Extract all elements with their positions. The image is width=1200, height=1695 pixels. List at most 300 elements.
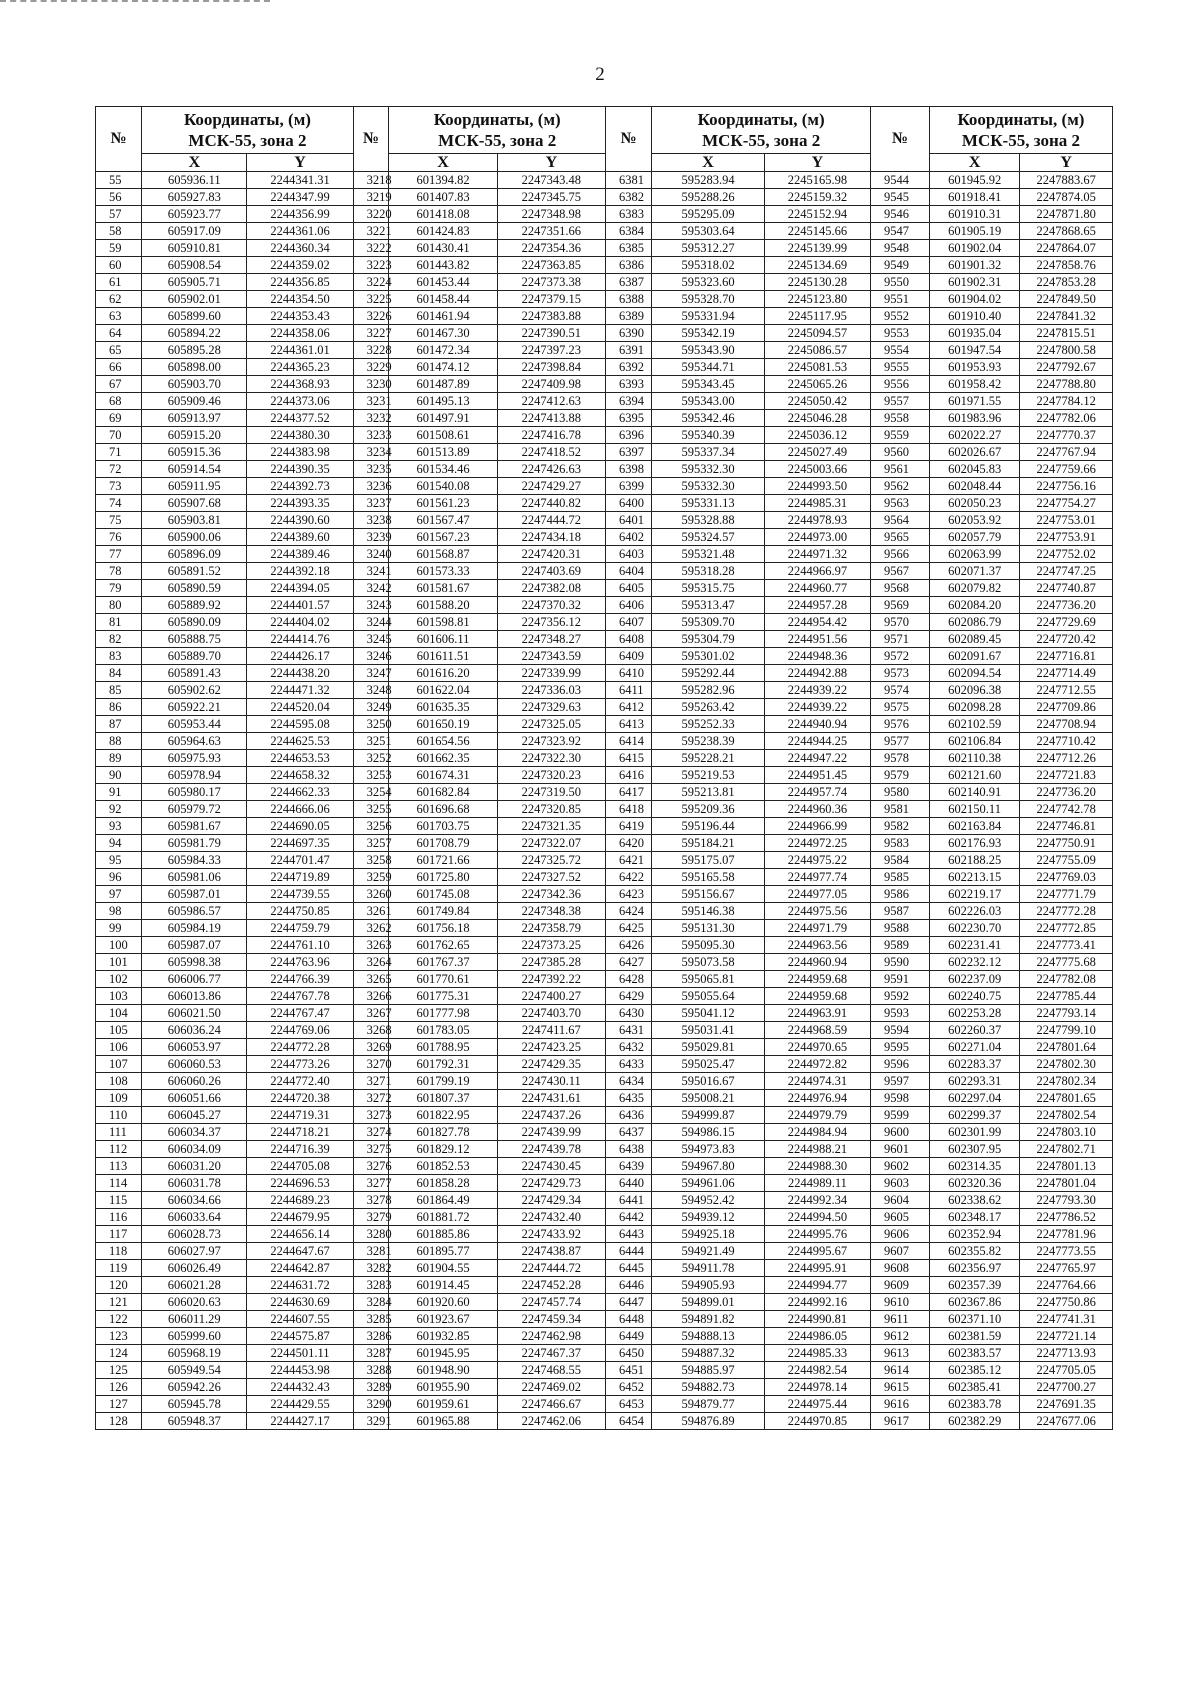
coord-x-cell: 601682.84 — [389, 784, 497, 801]
coord-x-cell: 605913.97 — [142, 410, 247, 427]
coord-y-cell: 2244365.23 — [247, 359, 353, 376]
point-number-cell: 6410 — [606, 665, 652, 682]
column-header-number: № — [606, 107, 652, 172]
table-row — [96, 750, 1113, 767]
coord-x-cell: 601650.19 — [389, 716, 497, 733]
coord-y-cell: 2247754.27 — [1020, 495, 1113, 512]
point-number-cell: 6426 — [606, 937, 652, 954]
group-title-coordinates: Координаты, (м) — [957, 110, 1085, 129]
point-number-cell: 3241 — [353, 563, 389, 580]
coord-x-cell: 595131.30 — [652, 920, 765, 937]
point-number-cell: 6416 — [606, 767, 652, 784]
coord-x-cell: 606053.97 — [142, 1039, 247, 1056]
point-number-cell: 6388 — [606, 291, 652, 308]
coord-y-cell: 2247815.51 — [1020, 325, 1113, 342]
coord-y-cell: 2244438.20 — [247, 665, 353, 682]
coord-x-cell: 605987.07 — [142, 937, 247, 954]
coord-x-cell: 601443.82 — [389, 257, 497, 274]
point-number-cell: 6400 — [606, 495, 652, 512]
coord-x-cell: 602048.44 — [929, 478, 1019, 495]
coord-x-cell: 602371.10 — [929, 1311, 1019, 1328]
coord-x-cell: 595055.64 — [652, 988, 765, 1005]
point-number-cell: 6446 — [606, 1277, 652, 1294]
point-number-cell: 3238 — [353, 512, 389, 529]
coord-y-cell: 2244360.34 — [247, 240, 353, 257]
coord-x-cell: 602314.35 — [929, 1158, 1019, 1175]
coord-y-cell: 2245027.49 — [764, 444, 870, 461]
coord-y-cell: 2244957.74 — [764, 784, 870, 801]
coord-y-cell: 2247772.85 — [1020, 920, 1113, 937]
point-number-cell: 6451 — [606, 1362, 652, 1379]
point-number-cell: 125 — [96, 1362, 142, 1379]
table-row — [96, 172, 1113, 189]
coord-y-cell: 2247802.34 — [1020, 1073, 1113, 1090]
coord-y-cell: 2244975.44 — [764, 1396, 870, 1413]
table-row — [96, 1056, 1113, 1073]
coord-x-cell: 594879.77 — [652, 1396, 765, 1413]
coord-y-cell: 2247802.54 — [1020, 1107, 1113, 1124]
coord-x-cell: 601945.95 — [389, 1345, 497, 1362]
coord-x-cell: 601775.31 — [389, 988, 497, 1005]
point-number-cell: 9554 — [871, 342, 930, 359]
point-number-cell: 9595 — [871, 1039, 930, 1056]
coord-y-cell: 2247736.20 — [1020, 784, 1113, 801]
coord-x-cell: 605942.26 — [142, 1379, 247, 1396]
table-row — [96, 1192, 1113, 1209]
point-number-cell: 3282 — [353, 1260, 389, 1277]
coord-x-cell: 605889.70 — [142, 648, 247, 665]
point-number-cell: 9572 — [871, 648, 930, 665]
point-number-cell: 6417 — [606, 784, 652, 801]
point-number-cell: 65 — [96, 342, 142, 359]
coord-x-cell: 602338.62 — [929, 1192, 1019, 1209]
coord-y-cell: 2247383.88 — [497, 308, 605, 325]
coord-y-cell: 2244976.94 — [764, 1090, 870, 1107]
point-number-cell: 3283 — [353, 1277, 389, 1294]
table-row — [96, 852, 1113, 869]
coord-y-cell: 2244501.11 — [247, 1345, 353, 1362]
point-number-cell: 3265 — [353, 971, 389, 988]
point-number-cell: 3245 — [353, 631, 389, 648]
coord-y-cell: 2244427.17 — [247, 1413, 353, 1430]
point-number-cell: 9604 — [871, 1192, 930, 1209]
point-number-cell: 121 — [96, 1294, 142, 1311]
coord-x-cell: 595288.26 — [652, 189, 765, 206]
coord-x-cell: 601598.81 — [389, 614, 497, 631]
coord-y-cell: 2244662.33 — [247, 784, 353, 801]
coord-x-cell: 595318.02 — [652, 257, 765, 274]
point-number-cell: 6403 — [606, 546, 652, 563]
coord-y-cell: 2244944.25 — [764, 733, 870, 750]
point-number-cell: 9615 — [871, 1379, 930, 1396]
coord-x-cell: 602240.75 — [929, 988, 1019, 1005]
table-row — [96, 563, 1113, 580]
table-row — [96, 529, 1113, 546]
point-number-cell: 9582 — [871, 818, 930, 835]
coord-x-cell: 606006.77 — [142, 971, 247, 988]
coord-x-cell: 605980.17 — [142, 784, 247, 801]
table-row — [96, 1124, 1113, 1141]
coord-y-cell: 2247753.91 — [1020, 529, 1113, 546]
coord-y-cell: 2244390.60 — [247, 512, 353, 529]
coord-y-cell: 2247741.31 — [1020, 1311, 1113, 1328]
coord-x-cell: 605923.77 — [142, 206, 247, 223]
coord-x-cell: 605998.38 — [142, 954, 247, 971]
coord-x-cell: 602382.29 — [929, 1413, 1019, 1430]
point-number-cell: 9576 — [871, 716, 930, 733]
coord-y-cell: 2244942.88 — [764, 665, 870, 682]
column-header-y: Y — [497, 154, 605, 172]
point-number-cell: 9593 — [871, 1005, 930, 1022]
point-number-cell: 91 — [96, 784, 142, 801]
coord-x-cell: 601792.31 — [389, 1056, 497, 1073]
coord-x-cell: 595156.67 — [652, 886, 765, 903]
point-number-cell: 102 — [96, 971, 142, 988]
coord-x-cell: 605981.67 — [142, 818, 247, 835]
point-number-cell: 9612 — [871, 1328, 930, 1345]
coord-y-cell: 2247691.35 — [1020, 1396, 1113, 1413]
coord-y-cell: 2247370.32 — [497, 597, 605, 614]
coord-x-cell: 601561.23 — [389, 495, 497, 512]
point-number-cell: 57 — [96, 206, 142, 223]
point-number-cell: 105 — [96, 1022, 142, 1039]
point-number-cell: 76 — [96, 529, 142, 546]
point-number-cell: 3225 — [353, 291, 389, 308]
coord-y-cell: 2244767.47 — [247, 1005, 353, 1022]
coord-y-cell: 2244968.59 — [764, 1022, 870, 1039]
table-row — [96, 1260, 1113, 1277]
table-row — [96, 886, 1113, 903]
point-number-cell: 6448 — [606, 1311, 652, 1328]
table-row — [96, 1226, 1113, 1243]
coord-x-cell: 602357.39 — [929, 1277, 1019, 1294]
coord-y-cell: 2244959.68 — [764, 971, 870, 988]
coord-x-cell: 602121.60 — [929, 767, 1019, 784]
coord-y-cell: 2244992.16 — [764, 1294, 870, 1311]
coord-x-cell: 602356.97 — [929, 1260, 1019, 1277]
coord-x-cell: 601495.13 — [389, 393, 497, 410]
coord-x-cell: 602271.04 — [929, 1039, 1019, 1056]
table-row — [96, 733, 1113, 750]
coord-x-cell: 606045.27 — [142, 1107, 247, 1124]
coord-y-cell: 2244356.99 — [247, 206, 353, 223]
coord-x-cell: 595031.41 — [652, 1022, 765, 1039]
coord-x-cell: 594921.49 — [652, 1243, 765, 1260]
point-number-cell: 9596 — [871, 1056, 930, 1073]
point-number-cell: 6429 — [606, 988, 652, 1005]
coord-y-cell: 2244769.06 — [247, 1022, 353, 1039]
coord-x-cell: 606021.28 — [142, 1277, 247, 1294]
point-number-cell: 9588 — [871, 920, 930, 937]
table-body — [96, 172, 1113, 1430]
coord-y-cell: 2244739.55 — [247, 886, 353, 903]
group-title-coordinates: Координаты, (м) — [697, 110, 825, 129]
coord-y-cell: 2244429.55 — [247, 1396, 353, 1413]
point-number-cell: 6428 — [606, 971, 652, 988]
coord-x-cell: 595016.67 — [652, 1073, 765, 1090]
coord-y-cell: 2244988.30 — [764, 1158, 870, 1175]
point-number-cell: 6395 — [606, 410, 652, 427]
coord-x-cell: 606013.86 — [142, 988, 247, 1005]
coord-y-cell: 2244453.98 — [247, 1362, 353, 1379]
point-number-cell: 9600 — [871, 1124, 930, 1141]
coord-y-cell: 2244977.05 — [764, 886, 870, 903]
coord-y-cell: 2244696.53 — [247, 1175, 353, 1192]
point-number-cell: 9545 — [871, 189, 930, 206]
point-number-cell: 6383 — [606, 206, 652, 223]
point-number-cell: 6444 — [606, 1243, 652, 1260]
coord-y-cell: 2244625.53 — [247, 733, 353, 750]
coord-y-cell: 2247320.23 — [497, 767, 605, 784]
column-group-header — [652, 107, 871, 154]
coord-x-cell: 602091.67 — [929, 648, 1019, 665]
table-row — [96, 1294, 1113, 1311]
coord-x-cell: 601901.32 — [929, 257, 1019, 274]
coord-y-cell: 2244985.33 — [764, 1345, 870, 1362]
coord-y-cell: 2245134.69 — [764, 257, 870, 274]
coord-x-cell: 595196.44 — [652, 818, 765, 835]
point-number-cell: 97 — [96, 886, 142, 903]
coord-y-cell: 2244520.04 — [247, 699, 353, 716]
point-number-cell: 62 — [96, 291, 142, 308]
point-number-cell: 9594 — [871, 1022, 930, 1039]
coord-x-cell: 602026.67 — [929, 444, 1019, 461]
coord-y-cell: 2247430.45 — [497, 1158, 605, 1175]
coord-y-cell: 2247750.91 — [1020, 835, 1113, 852]
coord-y-cell: 2247802.71 — [1020, 1141, 1113, 1158]
coord-y-cell: 2244607.55 — [247, 1311, 353, 1328]
coord-x-cell: 602355.82 — [929, 1243, 1019, 1260]
coord-x-cell: 601923.67 — [389, 1311, 497, 1328]
coord-x-cell: 602110.38 — [929, 750, 1019, 767]
point-number-cell: 3246 — [353, 648, 389, 665]
coord-y-cell: 2245050.42 — [764, 393, 870, 410]
point-number-cell: 6397 — [606, 444, 652, 461]
table-row — [96, 767, 1113, 784]
coord-y-cell: 2247874.05 — [1020, 189, 1113, 206]
point-number-cell: 85 — [96, 682, 142, 699]
point-number-cell: 3237 — [353, 495, 389, 512]
coord-x-cell: 602237.09 — [929, 971, 1019, 988]
coord-y-cell: 2247853.28 — [1020, 274, 1113, 291]
coord-x-cell: 605905.71 — [142, 274, 247, 291]
point-number-cell: 6433 — [606, 1056, 652, 1073]
coord-y-cell: 2244759.79 — [247, 920, 353, 937]
coord-x-cell: 601567.47 — [389, 512, 497, 529]
coord-x-cell: 595209.36 — [652, 801, 765, 818]
coord-x-cell: 605907.68 — [142, 495, 247, 512]
coord-x-cell: 601920.60 — [389, 1294, 497, 1311]
coord-y-cell: 2244575.87 — [247, 1328, 353, 1345]
point-number-cell: 3232 — [353, 410, 389, 427]
coord-y-cell: 2247348.27 — [497, 631, 605, 648]
point-number-cell: 3218 — [353, 172, 389, 189]
coord-x-cell: 595175.07 — [652, 852, 765, 869]
coord-x-cell: 605984.19 — [142, 920, 247, 937]
coord-x-cell: 601807.37 — [389, 1090, 497, 1107]
point-number-cell: 6386 — [606, 257, 652, 274]
coord-y-cell: 2247799.10 — [1020, 1022, 1113, 1039]
coord-x-cell: 601430.41 — [389, 240, 497, 257]
point-number-cell: 55 — [96, 172, 142, 189]
coord-x-cell: 602219.17 — [929, 886, 1019, 903]
coord-y-cell: 2244359.02 — [247, 257, 353, 274]
point-number-cell: 64 — [96, 325, 142, 342]
coord-y-cell: 2247714.49 — [1020, 665, 1113, 682]
coord-x-cell: 601945.92 — [929, 172, 1019, 189]
coord-y-cell: 2247336.03 — [497, 682, 605, 699]
point-number-cell: 3254 — [353, 784, 389, 801]
table-row — [96, 393, 1113, 410]
point-number-cell: 106 — [96, 1039, 142, 1056]
coord-x-cell: 606020.63 — [142, 1294, 247, 1311]
coord-y-cell: 2244719.89 — [247, 869, 353, 886]
point-number-cell: 3257 — [353, 835, 389, 852]
coord-y-cell: 2244705.08 — [247, 1158, 353, 1175]
coord-y-cell: 2244716.39 — [247, 1141, 353, 1158]
column-header-y: Y — [1020, 154, 1113, 172]
table-row — [96, 1396, 1113, 1413]
coord-x-cell: 594885.97 — [652, 1362, 765, 1379]
coord-x-cell: 595213.81 — [652, 784, 765, 801]
column-group-header — [389, 107, 606, 154]
table-row — [96, 682, 1113, 699]
coord-y-cell: 2247708.94 — [1020, 716, 1113, 733]
coord-x-cell: 601958.42 — [929, 376, 1019, 393]
coord-y-cell: 2247709.86 — [1020, 699, 1113, 716]
group-title-coordinates: Координаты, (м) — [183, 110, 311, 129]
table-row — [96, 784, 1113, 801]
point-number-cell: 9574 — [871, 682, 930, 699]
table-row — [96, 835, 1113, 852]
coord-y-cell: 2247801.65 — [1020, 1090, 1113, 1107]
point-number-cell: 6412 — [606, 699, 652, 716]
point-number-cell: 9557 — [871, 393, 930, 410]
coord-y-cell: 2247736.20 — [1020, 597, 1113, 614]
coord-x-cell: 605999.60 — [142, 1328, 247, 1345]
point-number-cell: 3221 — [353, 223, 389, 240]
coord-x-cell: 594888.13 — [652, 1328, 765, 1345]
coord-y-cell: 2247429.27 — [497, 478, 605, 495]
table-row — [96, 427, 1113, 444]
coord-y-cell: 2247801.64 — [1020, 1039, 1113, 1056]
coord-x-cell: 601852.53 — [389, 1158, 497, 1175]
coord-x-cell: 602381.59 — [929, 1328, 1019, 1345]
coord-y-cell: 2247764.66 — [1020, 1277, 1113, 1294]
coord-y-cell: 2244701.47 — [247, 852, 353, 869]
coord-x-cell: 601418.08 — [389, 206, 497, 223]
point-number-cell: 9585 — [871, 869, 930, 886]
coord-x-cell: 595304.79 — [652, 631, 765, 648]
coord-y-cell: 2245086.57 — [764, 342, 870, 359]
table-row — [96, 1090, 1113, 1107]
coord-x-cell: 601540.08 — [389, 478, 497, 495]
coord-y-cell: 2247801.04 — [1020, 1175, 1113, 1192]
coord-x-cell: 601799.19 — [389, 1073, 497, 1090]
coord-x-cell: 602283.37 — [929, 1056, 1019, 1073]
coord-x-cell: 601534.46 — [389, 461, 497, 478]
coord-y-cell: 2244393.35 — [247, 495, 353, 512]
coord-y-cell: 2247710.42 — [1020, 733, 1113, 750]
coord-x-cell: 602297.04 — [929, 1090, 1019, 1107]
point-number-cell: 9608 — [871, 1260, 930, 1277]
point-number-cell: 6438 — [606, 1141, 652, 1158]
point-number-cell: 9609 — [871, 1277, 930, 1294]
coord-y-cell: 2245117.95 — [764, 308, 870, 325]
coord-x-cell: 595282.96 — [652, 682, 765, 699]
coord-y-cell: 2244973.00 — [764, 529, 870, 546]
coord-y-cell: 2244358.06 — [247, 325, 353, 342]
point-number-cell: 119 — [96, 1260, 142, 1277]
coord-y-cell: 2245139.99 — [764, 240, 870, 257]
point-number-cell: 9563 — [871, 495, 930, 512]
coord-y-cell: 2245145.66 — [764, 223, 870, 240]
coord-y-cell: 2247351.66 — [497, 223, 605, 240]
coord-x-cell: 595321.48 — [652, 546, 765, 563]
coord-y-cell: 2244966.97 — [764, 563, 870, 580]
table-row — [96, 1379, 1113, 1396]
table-row — [96, 869, 1113, 886]
table-row — [96, 461, 1113, 478]
coord-y-cell: 2247782.08 — [1020, 971, 1113, 988]
coord-y-cell: 2247773.41 — [1020, 937, 1113, 954]
coord-y-cell: 2247677.06 — [1020, 1413, 1113, 1430]
coord-x-cell: 605899.60 — [142, 308, 247, 325]
coord-y-cell: 2247793.30 — [1020, 1192, 1113, 1209]
coord-x-cell: 601788.95 — [389, 1039, 497, 1056]
point-number-cell: 9575 — [871, 699, 930, 716]
coord-y-cell: 2247729.69 — [1020, 614, 1113, 631]
point-number-cell: 6384 — [606, 223, 652, 240]
coord-y-cell: 2247466.67 — [497, 1396, 605, 1413]
coord-y-cell: 2244390.35 — [247, 461, 353, 478]
coord-x-cell: 601611.51 — [389, 648, 497, 665]
point-number-cell: 6450 — [606, 1345, 652, 1362]
point-number-cell: 115 — [96, 1192, 142, 1209]
point-number-cell: 6402 — [606, 529, 652, 546]
coord-x-cell: 605889.92 — [142, 597, 247, 614]
point-number-cell: 3270 — [353, 1056, 389, 1073]
table-row — [96, 1073, 1113, 1090]
point-number-cell: 69 — [96, 410, 142, 427]
point-number-cell: 83 — [96, 648, 142, 665]
point-number-cell: 6393 — [606, 376, 652, 393]
coord-x-cell: 595328.70 — [652, 291, 765, 308]
point-number-cell: 3268 — [353, 1022, 389, 1039]
coord-y-cell: 2245036.12 — [764, 427, 870, 444]
coord-y-cell: 2244414.76 — [247, 631, 353, 648]
table-row — [96, 546, 1113, 563]
point-number-cell: 3242 — [353, 580, 389, 597]
coord-y-cell: 2247849.50 — [1020, 291, 1113, 308]
point-number-cell: 3223 — [353, 257, 389, 274]
point-number-cell: 3247 — [353, 665, 389, 682]
coord-x-cell: 601703.75 — [389, 818, 497, 835]
coord-x-cell: 595312.27 — [652, 240, 765, 257]
coord-x-cell: 601777.98 — [389, 1005, 497, 1022]
point-number-cell: 60 — [96, 257, 142, 274]
point-number-cell: 94 — [96, 835, 142, 852]
coord-x-cell: 601606.11 — [389, 631, 497, 648]
coord-y-cell: 2247348.38 — [497, 903, 605, 920]
point-number-cell: 6424 — [606, 903, 652, 920]
point-number-cell: 3240 — [353, 546, 389, 563]
coord-y-cell: 2247342.36 — [497, 886, 605, 903]
table-row — [96, 631, 1113, 648]
point-number-cell: 6449 — [606, 1328, 652, 1345]
coord-x-cell: 594967.80 — [652, 1158, 765, 1175]
coord-x-cell: 595343.00 — [652, 393, 765, 410]
